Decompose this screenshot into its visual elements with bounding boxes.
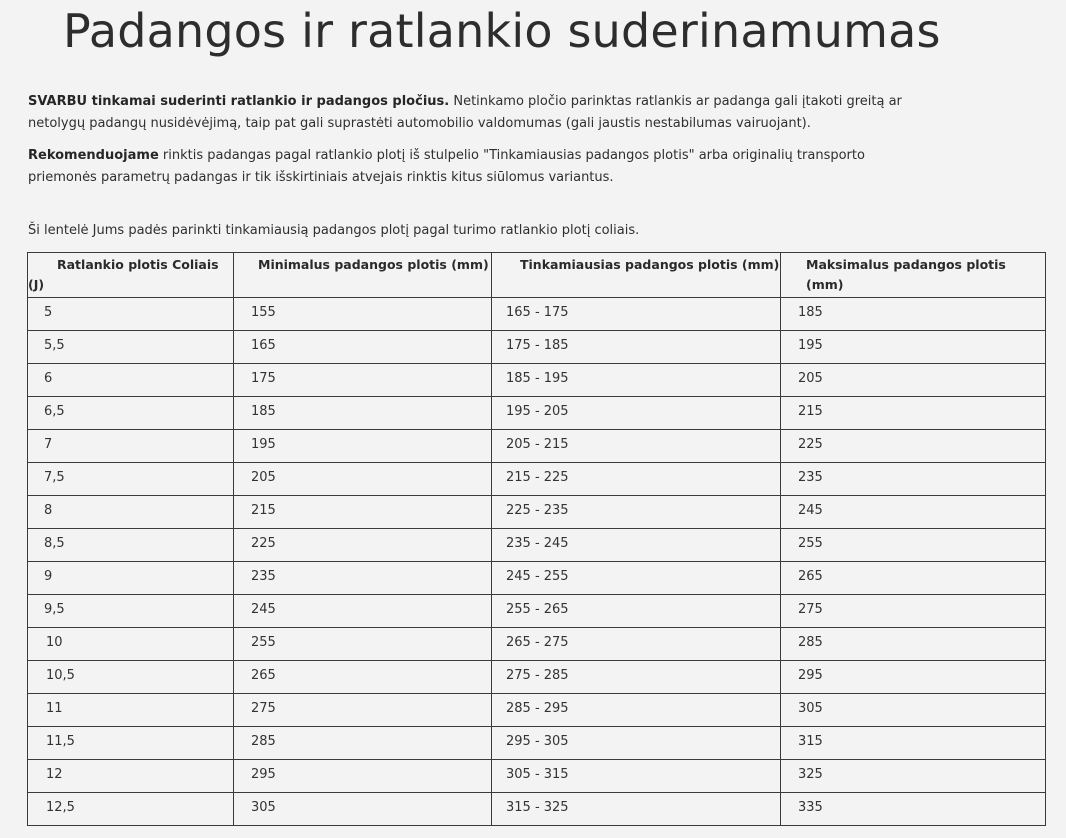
cell-min-width: 185 [234,397,492,430]
cell-best-width: 265 - 275 [492,628,781,661]
cell-min-width: 195 [234,430,492,463]
table-row [28,760,1046,793]
cell-rim-width: 8,5 [28,529,234,562]
cell-best-width: 205 - 215 [492,430,781,463]
cell-rim-width: 8 [28,496,234,529]
cell-max-width: 325 [781,760,1046,793]
table-row [28,496,1046,529]
table-row [28,463,1046,496]
table-row [28,793,1046,826]
cell-best-width: 315 - 325 [492,793,781,826]
cell-rim-width: 10 [28,628,234,661]
cell-best-width: 235 - 245 [492,529,781,562]
cell-min-width: 285 [234,727,492,760]
cell-max-width: 335 [781,793,1046,826]
table-intro: Ši lentelė Jums padės parinkti tinkamiausią padangos plotį pagal turimo ratlankio plotį coliais. [28,223,640,238]
cell-rim-width: 12,5 [28,793,234,826]
header-best-width: Tinkamiausias padangos plotis (mm) [492,253,781,298]
cell-rim-width: 6,5 [28,397,234,430]
table-header-row [28,253,1046,298]
cell-max-width: 305 [781,694,1046,727]
cell-best-width: 185 - 195 [492,364,781,397]
cell-rim-width: 7 [28,430,234,463]
cell-max-width: 245 [781,496,1046,529]
cell-best-width: 245 - 255 [492,562,781,595]
cell-max-width: 275 [781,595,1046,628]
cell-best-width: 215 - 225 [492,463,781,496]
cell-min-width: 245 [234,595,492,628]
tire-width-table [27,252,1046,826]
cell-min-width: 205 [234,463,492,496]
cell-best-width: 285 - 295 [492,694,781,727]
cell-min-width: 255 [234,628,492,661]
header-max-width: Maksimalus padangos plotis (mm) [781,253,1046,298]
table-row [28,661,1046,694]
header-min-width: Minimalus padangos plotis (mm) [234,253,492,298]
cell-max-width: 285 [781,628,1046,661]
cell-max-width: 235 [781,463,1046,496]
cell-min-width: 165 [234,331,492,364]
cell-max-width: 255 [781,529,1046,562]
cell-best-width: 305 - 315 [492,760,781,793]
cell-rim-width: 12 [28,760,234,793]
cell-best-width: 295 - 305 [492,727,781,760]
cell-min-width: 155 [234,298,492,331]
cell-best-width: 165 - 175 [492,298,781,331]
cell-max-width: 215 [781,397,1046,430]
cell-min-width: 225 [234,529,492,562]
cell-best-width: 225 - 235 [492,496,781,529]
cell-rim-width: 5,5 [28,331,234,364]
cell-max-width: 205 [781,364,1046,397]
recommendation-note [28,145,928,189]
important-note [28,91,928,135]
important-note-text: Netinkamo pločio parinktas ratlankis ar padanga gali įtakoti greitą ar netolygų padangų nusidėvėjimą, taip pat gali suprastėti automobilio valdomumas (gali jaustis nestabilumas vairuojant). [28,94,902,131]
cell-max-width: 295 [781,661,1046,694]
table-row [28,529,1046,562]
cell-min-width: 265 [234,661,492,694]
table-row [28,364,1046,397]
cell-rim-width: 6 [28,364,234,397]
important-note-bold: SVARBU tinkamai suderinti ratlankio ir padangos pločius. [28,94,450,109]
table-row [28,298,1046,331]
cell-max-width: 315 [781,727,1046,760]
cell-rim-width: 9,5 [28,595,234,628]
cell-max-width: 265 [781,562,1046,595]
cell-best-width: 275 - 285 [492,661,781,694]
recommendation-note-text: rinktis padangas pagal ratlankio plotį iš stulpelio "Tinkamiausias padangos plotis" arba originalių transporto priemonės parametrų padangas ir tik išskirtiniais atvejais rinktis kitus siūlomus variantus. [28,148,865,185]
cell-rim-width: 11,5 [28,727,234,760]
cell-min-width: 235 [234,562,492,595]
cell-rim-width: 5 [28,298,234,331]
table-row [28,430,1046,463]
cell-rim-width: 10,5 [28,661,234,694]
cell-max-width: 185 [781,298,1046,331]
page-title: Padangos ir ratlankio suderinamumas [63,4,941,58]
table-row [28,331,1046,364]
recommendation-note-bold: Rekomenduojame [28,148,159,163]
table-row [28,628,1046,661]
table-row [28,397,1046,430]
table-row [28,727,1046,760]
cell-min-width: 305 [234,793,492,826]
table-row [28,595,1046,628]
cell-min-width: 175 [234,364,492,397]
cell-best-width: 255 - 265 [492,595,781,628]
cell-max-width: 225 [781,430,1046,463]
header-rim-width: Ratlankio plotis Coliais (J) [28,253,234,298]
cell-min-width: 215 [234,496,492,529]
cell-rim-width: 11 [28,694,234,727]
table-row [28,694,1046,727]
cell-rim-width: 7,5 [28,463,234,496]
table-row [28,562,1046,595]
cell-rim-width: 9 [28,562,234,595]
cell-best-width: 195 - 205 [492,397,781,430]
cell-best-width: 175 - 185 [492,331,781,364]
cell-min-width: 295 [234,760,492,793]
cell-max-width: 195 [781,331,1046,364]
cell-min-width: 275 [234,694,492,727]
